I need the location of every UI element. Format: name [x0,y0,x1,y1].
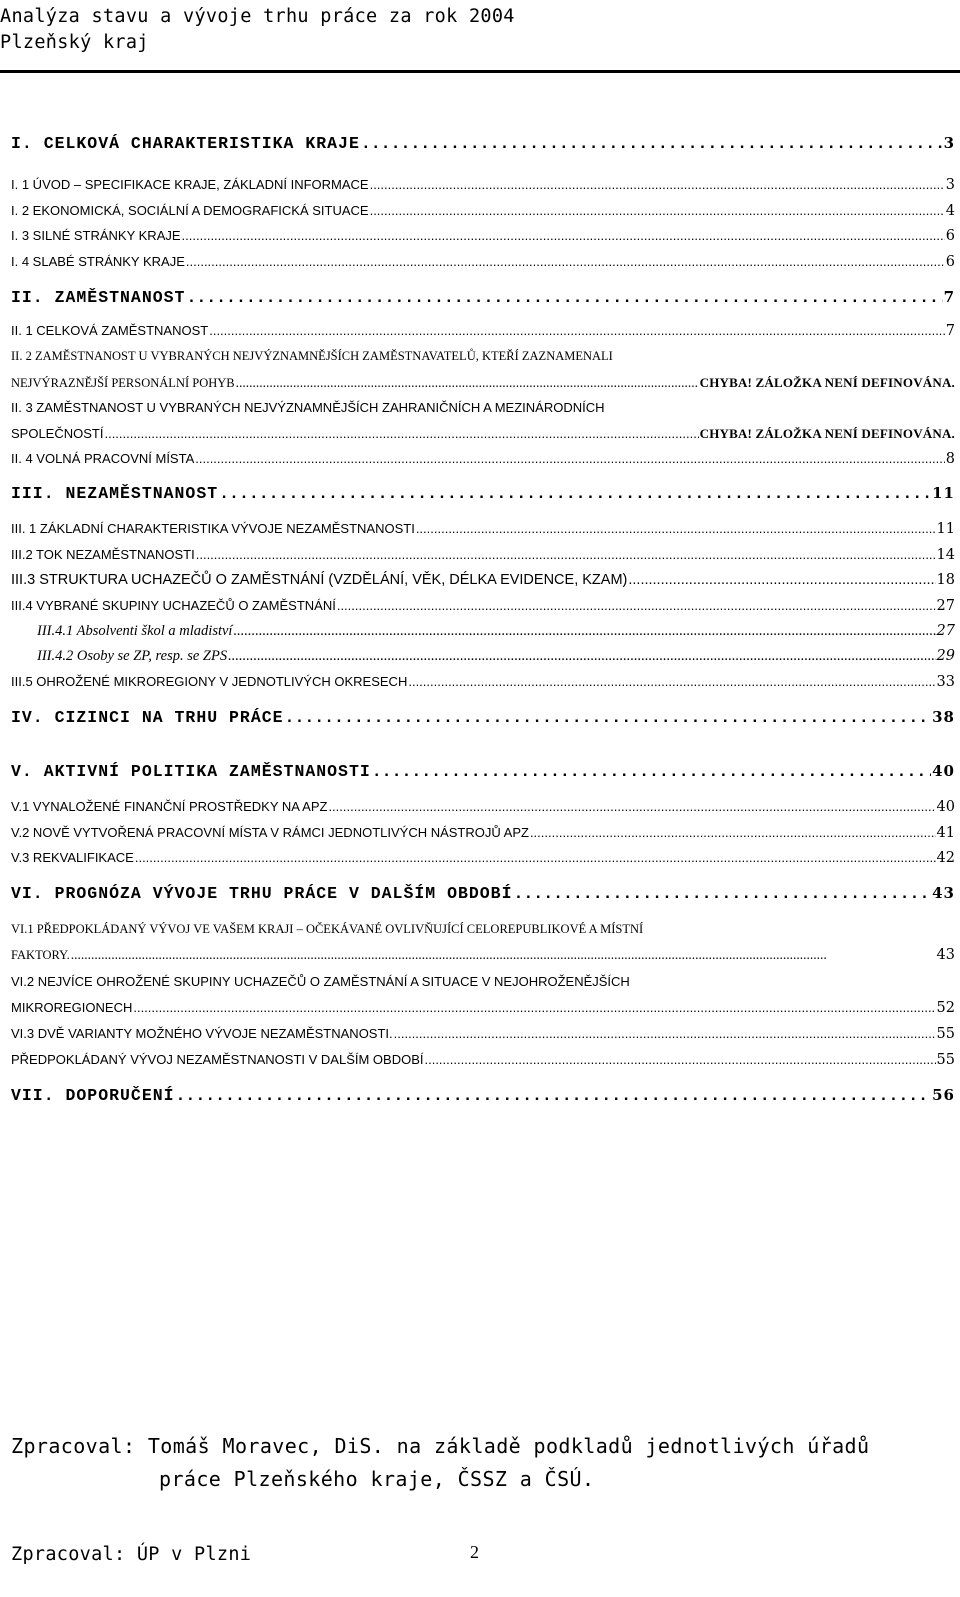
toc-page: 6 [945,228,955,244]
toc-entry-iii42[interactable] [37,648,955,665]
toc-label: II. ZAMĚSTNANOST [11,288,186,307]
page-number: 2 [470,1542,479,1562]
toc-entry-vi[interactable] [11,884,955,903]
toc-entry-v2[interactable] [11,825,955,841]
toc-entry-vi1-line1[interactable] [11,922,955,937]
header-region: Plzeňský kraj [0,32,149,53]
toc-entry-ii2[interactable] [11,375,955,391]
toc-entry-ii2-line1[interactable] [11,349,955,364]
toc-label: II. 4 VOLNÁ PRACOVNÍ MÍSTA [11,451,195,466]
header-title: Analýza stavu a vývoje trhu práce za rok 2004 [0,6,515,27]
toc-entry-v[interactable] [11,762,955,781]
toc-label: I. 4 SLABÉ STRÁNKY KRAJE [11,254,185,269]
toc-label: VI.2 NEJVÍCE OHROŽENÉ SKUPINY UCHAZEČŮ O ZAMĚSTNÁNÍ A SITUACE V NEJOHROŽENĚJŠÍCH [11,974,630,989]
toc-entry-iv[interactable] [11,708,955,727]
header-divider [0,70,960,73]
toc-label: IV. CIZINCI NA TRHU PRÁCE [11,708,284,727]
toc-label: VII. DOPORUČENÍ [11,1086,175,1105]
toc-label: I. 2 EKONOMICKÁ, SOCIÁLNÍ A DEMOGRAFICKÁ SITUACE [11,203,369,218]
toc-label: VI.1 PŘEDPOKLÁDANÝ VÝVOJ VE VAŠEM KRAJI – OČEKÁVANÉ OVLIVŇUJÍCÍ CELOREPUBLIKOVÉ A MÍSTNÍ [11,922,644,936]
toc-page: 11 [932,484,955,502]
toc-page-error: CHYBA! ZÁLOŽKA NENÍ DEFINOVÁNA. [699,375,955,390]
toc-entry-ii4[interactable] [11,451,955,467]
toc-entry-vii[interactable] [11,1086,955,1105]
toc-entry-iii3[interactable] [11,572,955,588]
toc-label: II. 2 ZAMĚSTNANOST U VYBRANÝCH NEJVÝZNAMNĚJŠÍCH ZAMĚSTNAVATELŮ, KTEŘÍ ZAZNAMENALI [11,349,613,363]
footer-office: Zpracoval: ÚP v Plzni [11,1544,252,1565]
toc-page: 3 [943,134,955,152]
toc-entry-i2[interactable] [11,203,955,219]
toc-entry-ii3[interactable] [11,426,955,442]
toc-page: 8 [945,451,955,467]
toc-entry-i1[interactable] [11,177,955,193]
toc-page: 6 [945,254,955,270]
toc-entry-iii41[interactable] [37,623,955,640]
toc-label: III.4.2 Osoby se ZP, resp. se ZPS [37,648,228,664]
toc-page: 52 [936,1000,955,1016]
toc-page: 3 [945,177,955,193]
toc-entry-i4[interactable] [11,254,955,270]
toc-label: III.3 STRUKTURA UCHAZEČŮ O ZAMĚSTNÁNÍ (VZDĚLÁNÍ, VĚK, DÉLKA EVIDENCE, KZAM) [11,572,628,588]
toc-entry-vi3[interactable] [11,1026,955,1042]
toc-entry-vi1[interactable] [11,947,955,963]
toc-entry-iii2[interactable] [11,547,955,563]
toc-label: III.5 OHROŽENÉ MIKROREGIONY V JEDNOTLIVÝCH OKRESECH [11,674,408,689]
toc-page: 55 [936,1052,955,1068]
toc-label: MIKROREGIONECH [11,1000,133,1015]
toc-entry-vi3b[interactable] [11,1052,955,1068]
toc-page: 38 [932,708,955,726]
toc-entry-v1[interactable] [11,799,955,815]
toc-page-error: CHYBA! ZÁLOŽKA NENÍ DEFINOVÁNA. [699,426,955,441]
toc-label: III.4 VYBRANÉ SKUPINY UCHAZEČŮ O ZAMĚSTNÁNÍ [11,598,336,613]
toc-label: V.3 REKVALIFIKACE [11,850,134,865]
toc-entry-ii3-line1[interactable] [11,400,955,415]
toc-label: V.2 NOVĚ VYTVOŘENÁ PRACOVNÍ MÍSTA V RÁMCI JEDNOTLIVÝCH NÁSTROJŮ APZ [11,825,529,840]
toc-label: I. 3 SILNÉ STRÁNKY KRAJE [11,228,181,243]
toc-entry-vi2[interactable] [11,1000,955,1016]
toc-page: 29 [936,648,955,664]
toc-page: 43 [932,884,955,902]
toc-page: 7 [945,323,955,339]
toc-label: V.1 VYNALOŽENÉ FINANČNÍ PROSTŘEDKY NA APZ [11,799,328,814]
document-header [0,4,515,56]
toc-entry-iii1[interactable] [11,521,955,537]
toc-label: III. NEZAMĚSTNANOST [11,484,219,503]
toc-label: V. AKTIVNÍ POLITIKA ZAMĚSTNANOSTI [11,762,371,781]
toc-page: 7 [943,288,955,306]
toc-label: VI.3 DVĚ VARIANTY MOŽNÉHO VÝVOJE NEZAMĚSTNANOSTI. [11,1026,393,1041]
prepared-by-line2: práce Plzeňského kraje, ČSSZ a ČSÚ. [159,1467,595,1491]
toc-label: NEJVÝRAZNĚJŠÍ PERSONÁLNÍ POHYB [11,376,235,390]
toc-label: VI. PROGNÓZA VÝVOJE TRHU PRÁCE V DALŠÍM OBDOBÍ [11,884,513,903]
toc-page: 40 [936,799,955,815]
toc-entry-ii[interactable] [11,288,955,307]
prepared-by-line1: Zpracoval: Tomáš Moravec, DiS. na základě podkladů jednotlivých úřadů [11,1434,870,1458]
toc-page: 42 [936,850,955,866]
toc-page: 27 [936,598,955,614]
toc-entry-ii1[interactable] [11,323,955,339]
toc-entry-i[interactable] [11,134,955,153]
toc-page: 55 [936,1026,955,1042]
toc-label: PŘEDPOKLÁDANÝ VÝVOJ NEZAMĚSTNANOSTI V DALŠÍM OBDOBÍ [11,1052,424,1067]
toc-label: II. 3 ZAMĚSTNANOST U VYBRANÝCH NEJVÝZNAMNĚJŠÍCH ZAHRANIČNÍCH A MEZINÁRODNÍCH [11,400,605,415]
toc-page: 33 [936,674,955,690]
toc-entry-iii5[interactable] [11,674,955,690]
toc-page: 41 [936,825,955,841]
toc-page: 27 [936,623,955,639]
toc-label: III. 1 ZÁKLADNÍ CHARAKTERISTIKA VÝVOJE NEZAMĚSTNANOSTI [11,521,415,536]
toc-label: SPOLEČNOSTÍ [11,426,104,441]
toc-label: II. 1 CELKOVÁ ZAMĚSTNANOST [11,323,209,338]
toc-page: 56 [932,1086,955,1104]
toc-entry-v3[interactable] [11,850,955,866]
toc-page: 43 [936,947,955,963]
toc-page: 14 [936,547,955,563]
toc-label: III.2 TOK NEZAMĚSTNANOSTI [11,547,195,562]
prepared-by-note [11,1430,869,1496]
toc-entry-vi2-line1[interactable] [11,974,955,989]
toc-label: FAKTORY. [11,948,70,962]
toc-page: 40 [932,762,955,780]
toc-page: 18 [936,572,955,588]
toc-entry-i3[interactable] [11,228,955,244]
toc-entry-iii[interactable] [11,484,955,503]
toc-entry-iii4[interactable] [11,598,955,614]
toc-label: I. 1 ÚVOD – SPECIFIKACE KRAJE, ZÁKLADNÍ INFORMACE [11,177,369,192]
toc-page: 11 [936,521,955,537]
toc-label: I. CELKOVÁ CHARAKTERISTIKA KRAJE [11,134,360,153]
toc-label: III.4.1 Absolventi škol a mladiství [37,623,233,639]
toc-page: 4 [945,203,955,219]
